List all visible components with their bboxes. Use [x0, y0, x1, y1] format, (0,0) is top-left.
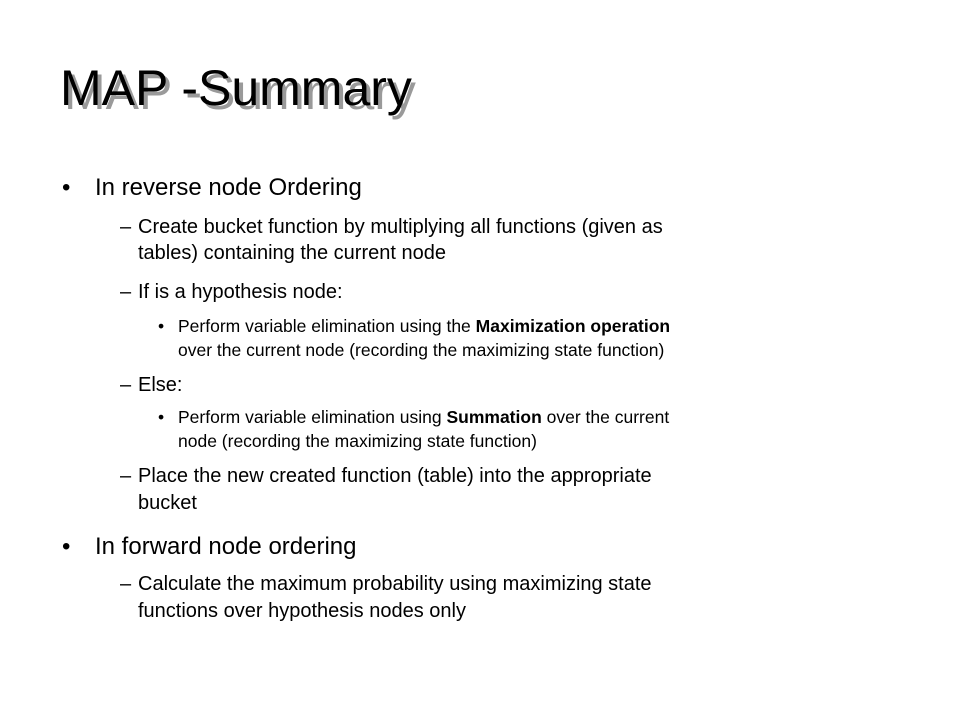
bullet-marker: • [158, 316, 165, 336]
bullet-text: In forward node ordering [95, 533, 357, 560]
dash-marker: – [120, 374, 132, 396]
sub-sub-item-text-line: node (recording the maximizing state function) [178, 431, 537, 451]
sub-sub-item-text: over the current [541, 407, 670, 427]
bullet-marker: • [158, 407, 165, 427]
sub-sub-item [158, 405, 948, 453]
sub-item [120, 571, 940, 623]
sub-item-text-line: functions over hypothesis nodes only [138, 600, 466, 622]
dash-marker: – [120, 216, 132, 238]
sub-item-text-line: Place the new created function (table) into the appropriate [138, 465, 652, 487]
bullet-marker: • [62, 533, 71, 560]
sub-sub-item [158, 314, 948, 362]
sub-item-text-line: tables) containing the current node [138, 242, 446, 264]
sub-item [120, 214, 940, 266]
bullet-text: In reverse node Ordering [95, 174, 362, 201]
sub-sub-item-bold-text: Maximization operation [475, 316, 671, 336]
sub-item-text-line: Calculate the maximum probability using maximizing state [138, 573, 652, 595]
bullet-marker: • [62, 174, 71, 201]
slide-title: MAP -Summary [60, 60, 412, 116]
sub-item-text-line: Else: [138, 374, 183, 396]
sub-item [120, 463, 940, 515]
dash-marker: – [120, 465, 132, 487]
dash-marker: – [120, 573, 132, 595]
sub-item-text-line: If is a hypothesis node: [138, 281, 343, 303]
sub-sub-item-text: Perform variable elimination using the [178, 316, 476, 336]
sub-sub-item-text-line: over the current node (recording the maximizing state function) [178, 340, 665, 360]
sub-sub-item-bold-text: Summation [446, 407, 542, 427]
sub-sub-item-text: Perform variable elimination using [178, 407, 447, 427]
dash-marker: – [120, 281, 132, 303]
sub-item-text-line: bucket [138, 492, 197, 514]
sub-item-text-line: Create bucket function by multiplying all functions (given as [138, 216, 663, 238]
